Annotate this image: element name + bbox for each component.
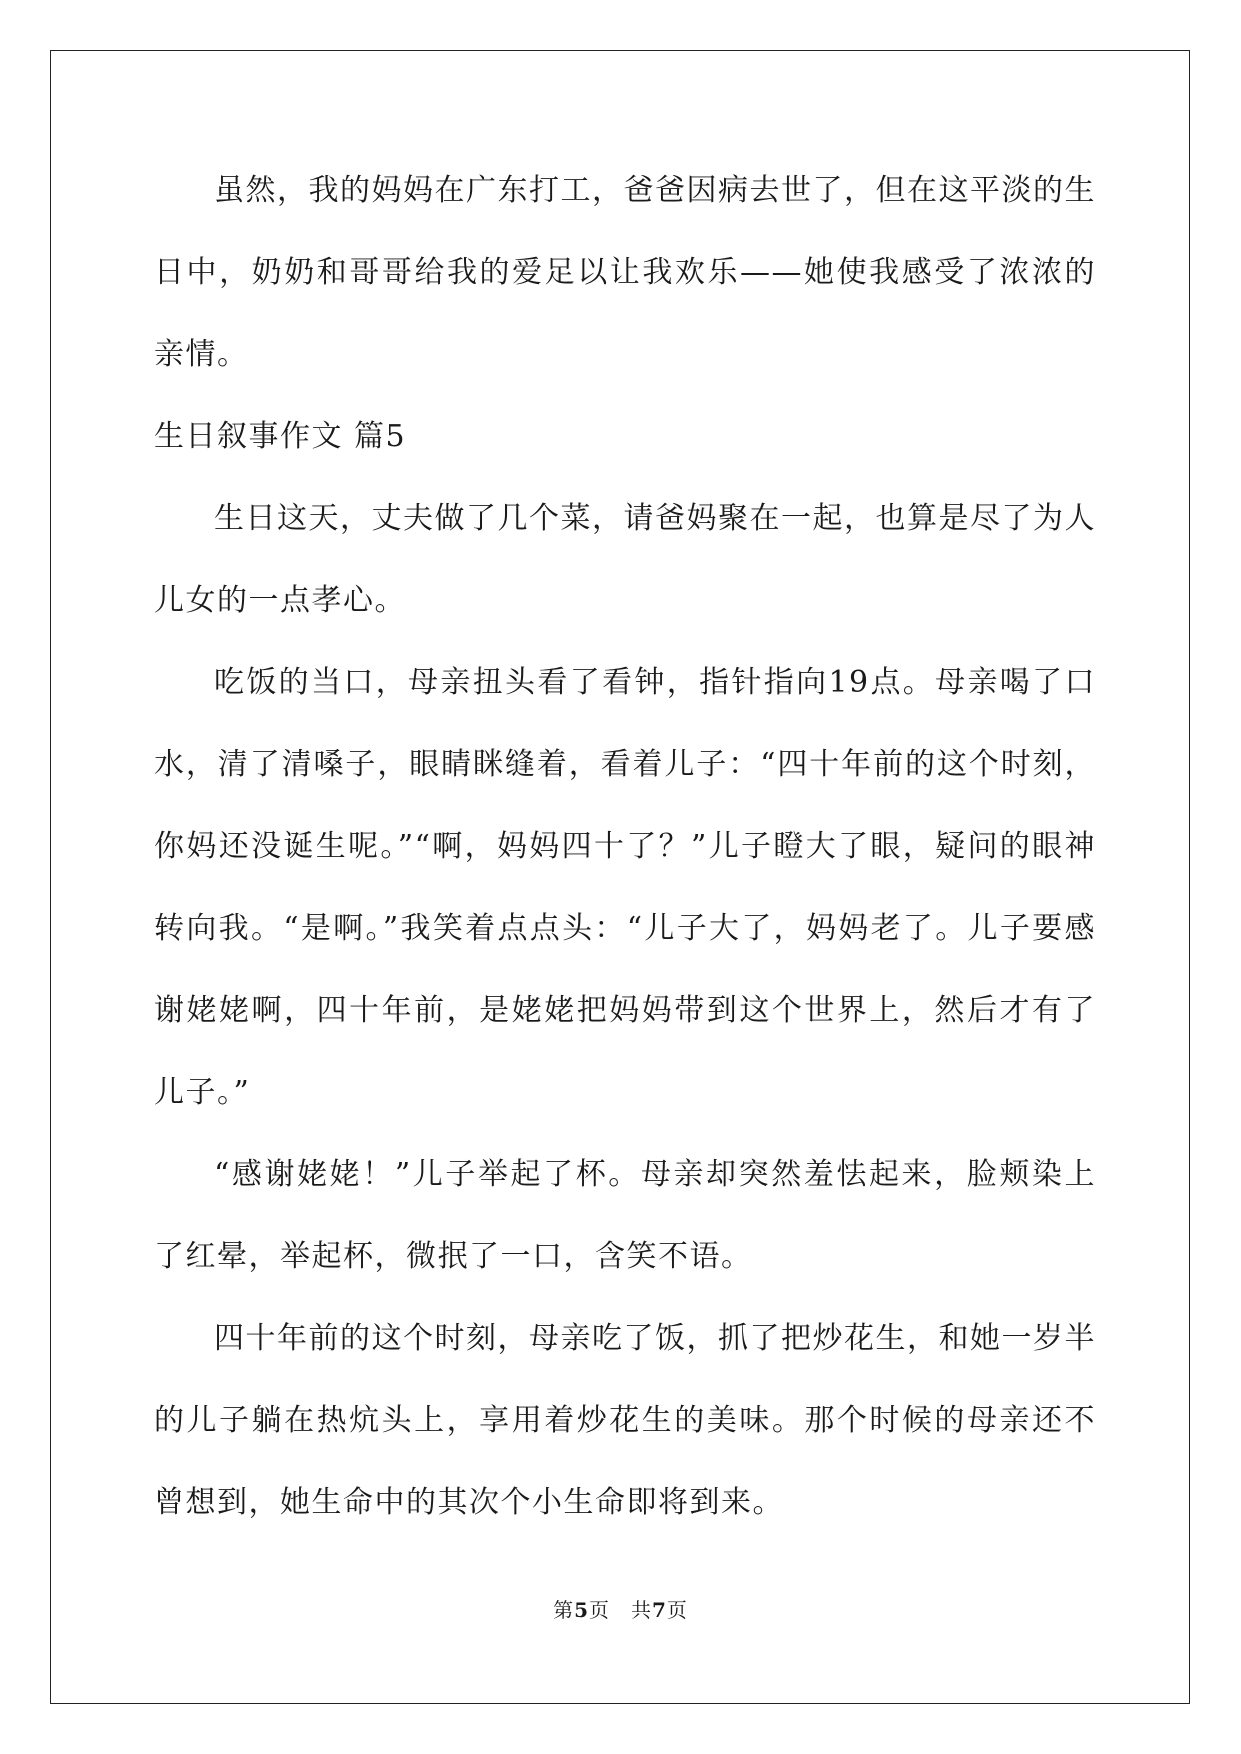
- section-heading: 生日叙事作文 篇5: [154, 419, 407, 454]
- paragraph: 虽然，我的妈妈在广东打工，爸爸因病去世了，但在这平淡的生日中，奶奶和哥哥给我的爱足以让我欢乐——她使我感受了浓浓的亲情。: [154, 173, 1096, 372]
- page-footer: [0, 1594, 1241, 1623]
- paragraph: 生日这天，丈夫做了几个菜，请爸妈聚在一起，也算是尽了为人儿女的一点孝心。: [154, 501, 1096, 618]
- footer-suffix: 页: [666, 1598, 688, 1622]
- paragraph: 四十年前的这个时刻，母亲吃了饭，抓了把炒花生，和她一岁半的儿子躺在热炕头上，享用着炒花生的美味。那个时候的母亲还不曾想到，她生命中的其次个小生命即将到来。: [154, 1321, 1096, 1520]
- total-pages-number: 7: [652, 1598, 667, 1622]
- document-body: [154, 150, 1096, 1544]
- paragraph: 吃饭的当口，母亲扭头看了看钟，指针指向19点。母亲喝了口水，清了清嗓子，眼睛眯缝着，看着儿子：“四十年前的这个时刻，你妈还没诞生呢。”“啊，妈妈四十了？”儿子瞪大了眼，疑问的眼神转向我。“是啊。”我笑着点点头：“儿子大了，妈妈老了。儿子要感谢姥姥啊，四十年前，是姥姥把妈妈带到这个世界上，然后才有了儿子。”: [154, 665, 1096, 1110]
- paragraph: “感谢姥姥！”儿子举起了杯。母亲却突然羞怯起来，脸颊染上了红晕，举起杯，微抿了一口，含笑不语。: [154, 1157, 1096, 1274]
- current-page-number: 5: [574, 1598, 589, 1622]
- footer-middle: 页 共: [589, 1598, 652, 1622]
- footer-prefix: 第: [553, 1598, 575, 1622]
